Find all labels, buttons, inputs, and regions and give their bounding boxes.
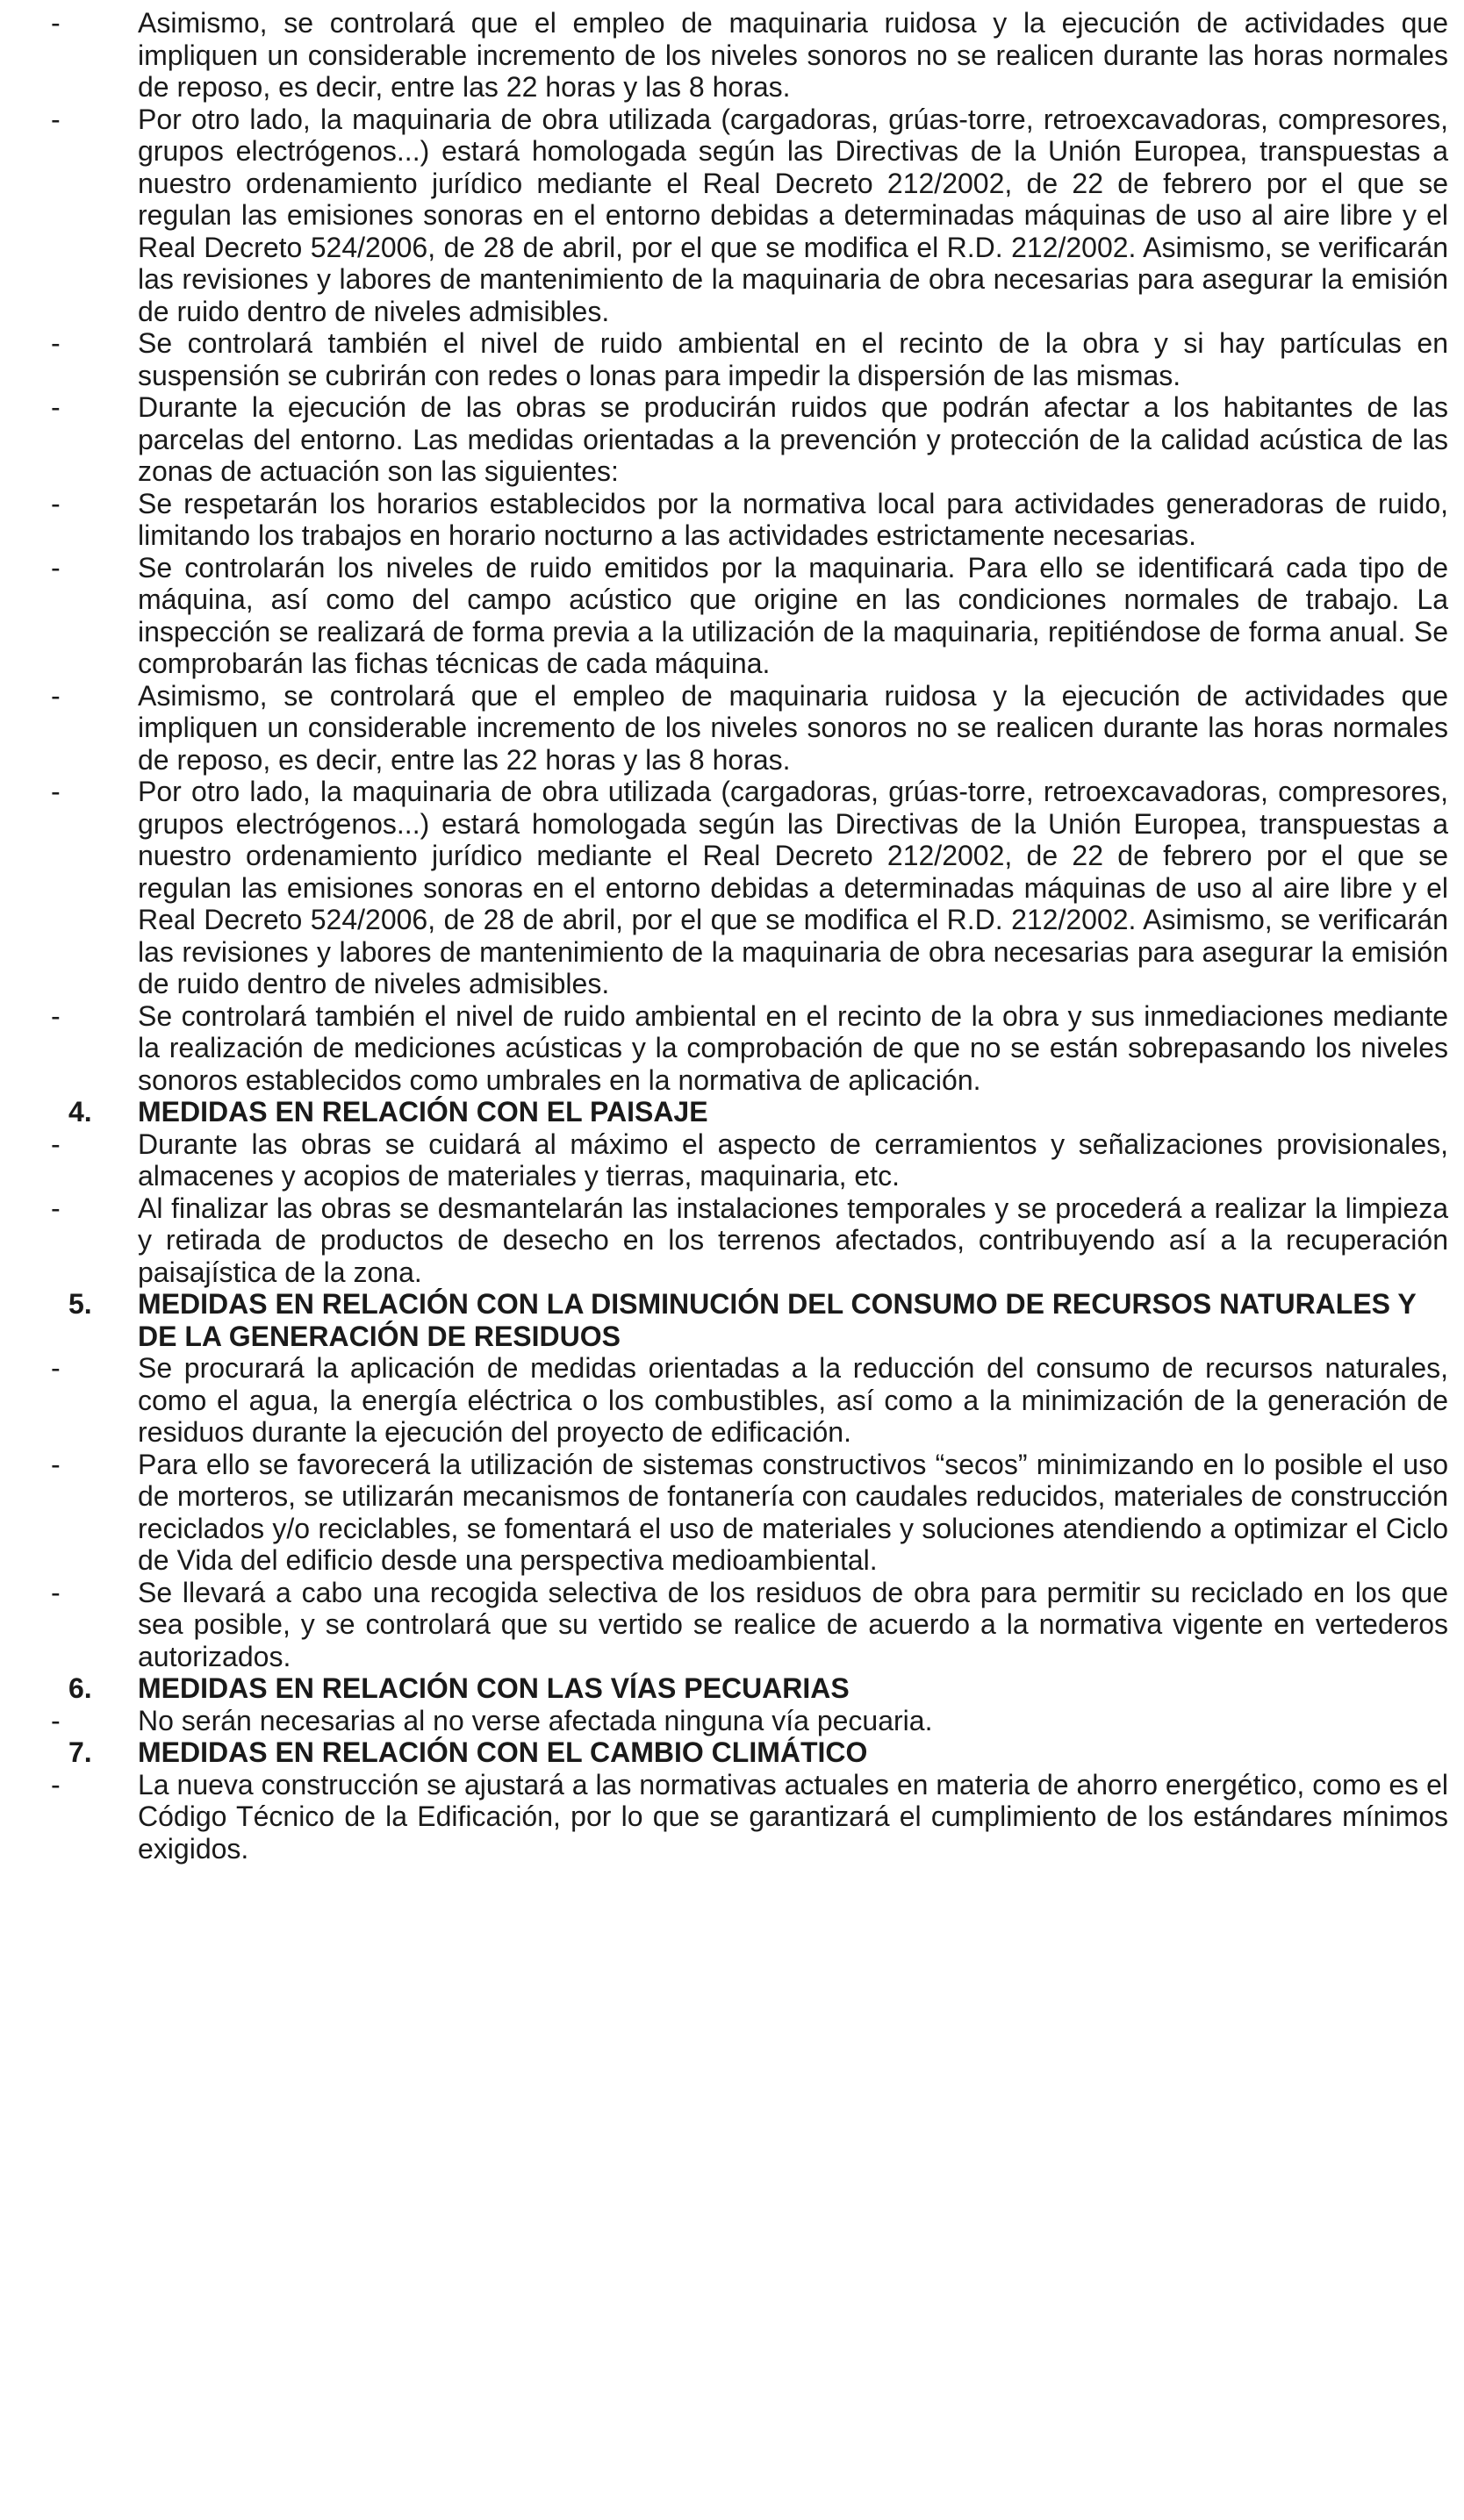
section-title: MEDIDAS EN RELACIÓN CON LA DISMINUCIÓN DEL CONSUMO DE RECURSOS NATURALES Y DE LA GENERACIÓN DE RESIDUOS bbox=[138, 1288, 1417, 1352]
bullet-marker: - bbox=[51, 679, 61, 712]
bullet-text: No serán necesarias al no verse afectada ninguna vía pecuaria. bbox=[138, 1704, 933, 1736]
section-title: MEDIDAS EN RELACIÓN CON LAS VÍAS PECUARIAS bbox=[138, 1672, 850, 1704]
bullet-text: La nueva construcción se ajustará a las normativas actuales en materia de ahorro energético, como es el Código Técnico de la Edificación, por lo que se garantizará el cumplimiento de los estándares mínimos exigidos. bbox=[138, 1768, 1448, 1865]
bullet-text: Durante la ejecución de las obras se producirán ruidos que podrán afectar a los habitantes de las parcelas del entorno. Las medidas orientadas a la prevención y protección de la calidad acústica de las zonas de actuación son las siguientes: bbox=[138, 391, 1448, 487]
bullet-item bbox=[51, 1352, 1448, 1449]
bullet-text: Durante las obras se cuidará al máximo el aspecto de cerramientos y señalizaciones provisionales, almacenes y acopios de materiales y tierras, maquinaria, etc. bbox=[138, 1128, 1448, 1192]
bullet-text: Por otro lado, la maquinaria de obra utilizada (cargadoras, grúas-torre, retroexcavadoras, compresores, grupos electrógenos...) estará homologada según las Directivas de la Unión Europea, transpuestas a nuestro ordenamiento jurídico mediante el Real Decreto 212/2002, de 22 de febrero por el que se regulan las emisiones sonoras en el entorno debidas a determinadas máquinas de uso al aire libre y el Real Decreto 524/2006, de 28 de abril, por el que se modifica el R.D. 212/2002. Asimismo, se verificarán las revisiones y labores de mantenimiento de la maquinaria de obra necesarias para asegurar la emisión de ruido dentro de niveles admisibles. bbox=[138, 776, 1448, 999]
bullet-marker: - bbox=[51, 391, 61, 423]
section-number: 5. bbox=[68, 1288, 92, 1320]
bullet-text: Asimismo, se controlará que el empleo de maquinaria ruidosa y la ejecución de actividades que impliquen un considerable incremento de los niveles sonoros no se realicen durante las horas normales de reposo, es decir, entre las 22 horas y las 8 horas. bbox=[138, 7, 1448, 103]
bullet-item bbox=[51, 1128, 1448, 1192]
bullet-item bbox=[51, 327, 1448, 391]
bullet-marker: - bbox=[51, 1704, 61, 1736]
bullet-marker: - bbox=[51, 999, 61, 1032]
bullet-text: Se controlará también el nivel de ruido ambiental en el recinto de la obra y si hay partículas en suspensión se cubrirán con redes o lonas para impedir la dispersión de las mismas. bbox=[138, 327, 1448, 391]
bullet-text: Por otro lado, la maquinaria de obra utilizada (cargadoras, grúas-torre, retroexcavadoras, compresores, grupos electrógenos...) estará homologada según las Directivas de la Unión Europea, transpuestas a nuestro ordenamiento jurídico mediante el Real Decreto 212/2002, de 22 de febrero por el que se regulan las emisiones sonoras en el entorno debidas a determinadas máquinas de uso al aire libre y el Real Decreto 524/2006, de 28 de abril, por el que se modifica el R.D. 212/2002. Asimismo, se verificarán las revisiones y labores de mantenimiento de la maquinaria de obra necesarias para asegurar la emisión de ruido dentro de niveles admisibles. bbox=[138, 103, 1448, 327]
bullet-text: Se procurará la aplicación de medidas orientadas a la reducción del consumo de recursos naturales, como el agua, la energía eléctrica o los combustibles, así como a la minimización de la generación de residuos durante la ejecución del proyecto de edificación. bbox=[138, 1352, 1448, 1448]
bullet-text: Se controlarán los niveles de ruido emitidos por la maquinaria. Para ello se identificará cada tipo de máquina, así como del campo acústico que origine en las condiciones normales de trabajo. La inspección se realizará de forma previa a la utilización de la maquinaria, repitiéndose de forma anual. Se comprobarán las fichas técnicas de cada máquina. bbox=[138, 551, 1448, 679]
bullet-item bbox=[51, 1577, 1448, 1673]
bullet-item bbox=[51, 776, 1448, 1000]
bullet-marker: - bbox=[51, 327, 61, 359]
bullet-marker: - bbox=[51, 1352, 61, 1384]
bullet-item bbox=[51, 488, 1448, 552]
section-heading bbox=[51, 1288, 1448, 1352]
bullet-item bbox=[51, 104, 1448, 328]
bullet-item bbox=[51, 1192, 1448, 1289]
bullet-item bbox=[51, 1705, 1448, 1737]
bullet-marker: - bbox=[51, 1192, 61, 1224]
section-heading bbox=[51, 1672, 1448, 1705]
bullet-marker: - bbox=[51, 1768, 61, 1801]
bullet-item bbox=[51, 552, 1448, 680]
bullet-item bbox=[51, 680, 1448, 777]
bullet-item bbox=[51, 1449, 1448, 1577]
document-body bbox=[51, 7, 1448, 1865]
bullet-marker: - bbox=[51, 1128, 61, 1160]
section-heading bbox=[51, 1736, 1448, 1769]
bullet-text: Se controlará también el nivel de ruido ambiental en el recinto de la obra y sus inmediaciones mediante la realización de mediciones acústicas y la comprobación de que no se están sobrepasando los niveles sonoros establecidos como umbrales en la normativa de aplicación. bbox=[138, 999, 1448, 1096]
bullet-text: Se llevará a cabo una recogida selectiva de los residuos de obra para permitir su reciclado en los que sea posible, y se controlará que su vertido se realice de acuerdo a la normativa vigente en vertederos autorizados. bbox=[138, 1576, 1448, 1672]
bullet-marker: - bbox=[51, 103, 61, 135]
bullet-marker: - bbox=[51, 1448, 61, 1480]
bullet-item bbox=[51, 391, 1448, 488]
section-title: MEDIDAS EN RELACIÓN CON EL PAISAJE bbox=[138, 1096, 708, 1128]
bullet-marker: - bbox=[51, 776, 61, 807]
section-number: 4. bbox=[68, 1096, 92, 1128]
bullet-text: Al finalizar las obras se desmantelarán las instalaciones temporales y se procederá a realizar la limpieza y retirada de productos de desecho en los terrenos afectados, contribuyendo así a la recuperación paisajística de la zona. bbox=[138, 1192, 1448, 1288]
bullet-marker: - bbox=[51, 551, 61, 583]
section-title: MEDIDAS EN RELACIÓN CON EL CAMBIO CLIMÁTICO bbox=[138, 1736, 868, 1768]
bullet-text: Asimismo, se controlará que el empleo de maquinaria ruidosa y la ejecución de actividades que impliquen un considerable incremento de los niveles sonoros no se realicen durante las horas normales de reposo, es decir, entre las 22 horas y las 8 horas. bbox=[138, 679, 1448, 776]
bullet-text: Se respetarán los horarios establecidos por la normativa local para actividades generadoras de ruido, limitando los trabajos en horario nocturno a las actividades estrictamente necesarias. bbox=[138, 487, 1448, 551]
section-heading bbox=[51, 1096, 1448, 1128]
bullet-marker: - bbox=[51, 487, 61, 519]
bullet-marker: - bbox=[51, 7, 61, 39]
bullet-text: Para ello se favorecerá la utilización de sistemas constructivos “secos” minimizando en lo posible el uso de morteros, se utilizarán mecanismos de fontanería con caudales reducidos, materiales de construcción reciclados y/o reciclables, se fomentará el uso de materiales y soluciones atendiendo a optimizar el Ciclo de Vida del edificio desde una perspectiva medioambiental. bbox=[138, 1448, 1448, 1576]
bullet-item bbox=[51, 1769, 1448, 1865]
bullet-item bbox=[51, 7, 1448, 104]
section-number: 6. bbox=[68, 1672, 92, 1704]
section-number: 7. bbox=[68, 1736, 92, 1768]
bullet-marker: - bbox=[51, 1576, 61, 1608]
bullet-item bbox=[51, 1000, 1448, 1097]
